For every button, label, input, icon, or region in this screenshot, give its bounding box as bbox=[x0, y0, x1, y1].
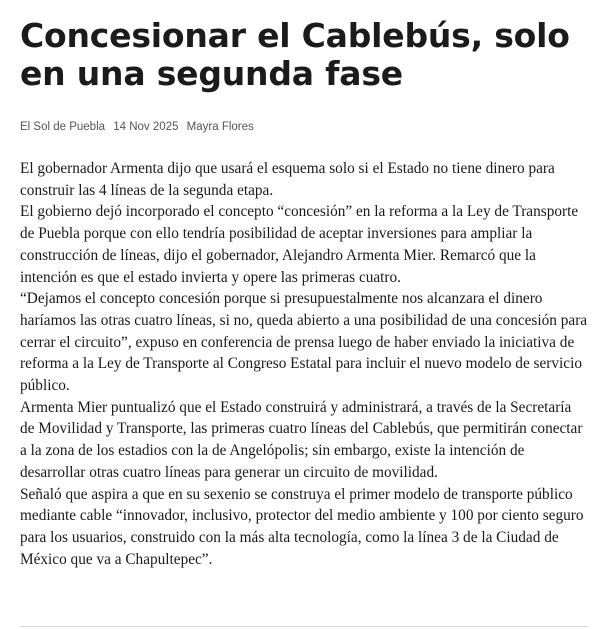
article-author: Mayra Flores bbox=[186, 121, 254, 133]
article-headline: Concesionar el Cablebús, solo en una segunda fase bbox=[20, 16, 570, 93]
article-body bbox=[20, 158, 588, 570]
article-date: 14 Nov 2025 bbox=[113, 121, 179, 133]
article-paragraph: El gobierno dejó incorporado el concepto “concesión” en la reforma a la Ley de Transporte de Puebla porque con ello tendría posibilidad de aceptar inversiones para ampliar la construcción de líneas, dijo el gobernador, Alejandro Armenta Mier. Remarcó que la intención es que el estado invierta y opere las primeras cuatro. bbox=[20, 203, 579, 286]
article-paragraph: “Dejamos el concepto concesión porque si presupuestalmente nos alcanzara el dinero haríamos las otras cuatro líneas, si no, queda abierto a una posibilidad de una concesión para cerrar el circuito”, expuso en conferencia de prensa luego de haber enviado la iniciativa de reforma a la Ley de Transporte al Congreso Estatal para incluir el nuevo modelo de servicio público. bbox=[20, 290, 588, 395]
article-paragraph: Señaló que aspira a que en su sexenio se construya el primer modelo de transporte público mediante cable “innovador, inclusivo, protector del medio ambiente y 100 por ciento seguro para los usuarios, construido con la más alta tecnología, como la línea 3 de la Ciudad de México que va a Chapultepec”. bbox=[20, 485, 584, 568]
article-paragraph: El gobernador Armenta dijo que usará el esquema solo si el Estado no tiene dinero para construir las 4 líneas de la segunda etapa. bbox=[20, 160, 555, 199]
article bbox=[20, 0, 588, 570]
bottom-divider bbox=[20, 626, 588, 627]
article-source: El Sol de Puebla bbox=[20, 121, 106, 133]
article-paragraph: Armenta Mier puntualizó que el Estado construirá y administrará, a través de la Secretaría de Movilidad y Transporte, las primeras cuatro líneas del Cablebús, que permitirán conectar a la zona de los estadios con la de Angelópolis; sin embargo, existe la intención de desarrollar otras cuatro líneas para generar un circuito de movilidad. bbox=[20, 398, 583, 481]
article-meta bbox=[20, 120, 588, 134]
